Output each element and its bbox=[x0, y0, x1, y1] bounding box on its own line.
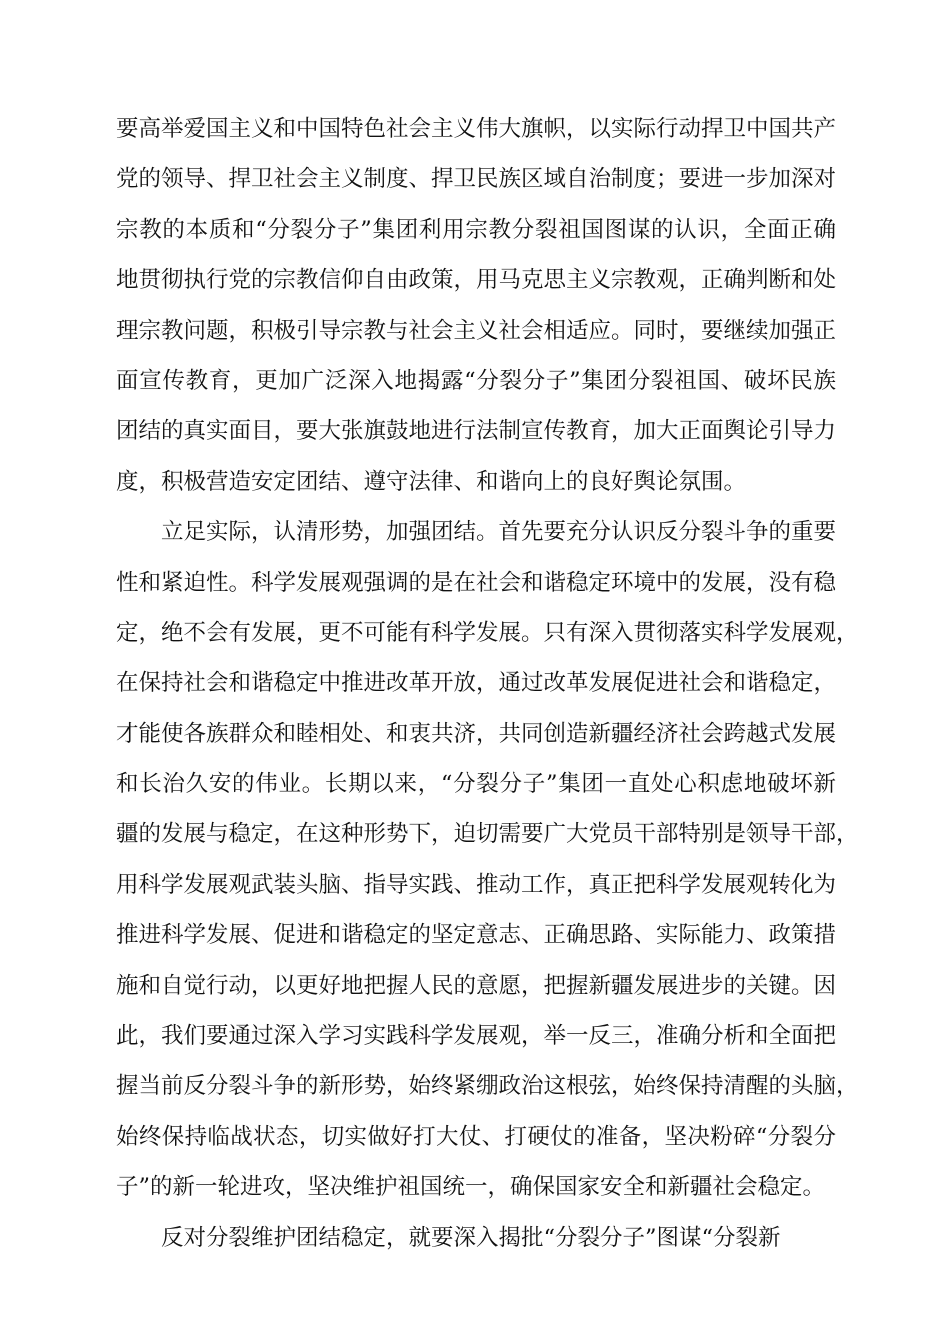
text-line: 要高举爱国主义和中国特色社会主义伟大旗帜，以实际行动捍卫中国共产 bbox=[116, 116, 837, 142]
text-line: 性和紧迫性。科学发展观强调的是在社会和谐稳定环境中的发展，没有稳 bbox=[116, 569, 837, 596]
body-text bbox=[116, 104, 859, 1263]
text-line: 反对分裂维护团结稳定，就要深入揭批“分裂分子”图谋“分裂新 bbox=[161, 1224, 781, 1251]
text-line: 疆的发展与稳定，在这种形势下，迫切需要广大党员干部特别是领导干部， bbox=[116, 821, 859, 848]
text-line: 在保持社会和谐稳定中推进改革开放，通过改革发展促进社会和谐稳定， bbox=[116, 670, 837, 697]
text-line: 握当前反分裂斗争的新形势，始终紧绷政治这根弦，始终保持清醒的头脑， bbox=[116, 1073, 859, 1100]
text-line: 地贯彻执行党的宗教信仰自由政策，用马克思主义宗教观，正确判断和处 bbox=[116, 267, 837, 294]
text-line: 宗教的本质和“分裂分子”集团利用宗教分裂祖国图谋的认识，全面正确 bbox=[116, 216, 836, 243]
text-line: 用科学发展观武装头脑、指导实践、推动工作，真正把科学发展观转化为 bbox=[116, 871, 837, 898]
text-line: 此，我们要通过深入学习实践科学发展观，举一反三，准确分析和全面把 bbox=[116, 1023, 837, 1050]
text-line: 度，积极营造安定团结、遵守法律、和谐向上的良好舆论氛围。 bbox=[116, 468, 747, 495]
text-line: 子”的新一轮进攻，坚决维护祖国统一，确保国家安全和新疆社会稳定。 bbox=[116, 1174, 826, 1201]
text-line: 始终保持临战状态，切实做好打大仗、打硬仗的准备，坚决粉碎“分裂分 bbox=[116, 1123, 836, 1150]
text-line: 施和自觉行动，以更好地把握人民的意愿，把握新疆发展进步的关键。因 bbox=[116, 972, 837, 999]
text-line: 理宗教问题，积极引导宗教与社会主义社会相适应。同时，要继续加强正 bbox=[116, 317, 837, 344]
text-line: 才能使各族群众和睦相处、和衷共济，共同创造新疆经济社会跨越式发展 bbox=[116, 720, 837, 747]
text-line: 推进科学发展、促进和谐稳定的坚定意志、正确思路、实际能力、政策措 bbox=[116, 922, 837, 949]
text-line: 和长治久安的伟业。长期以来，“分裂分子”集团一直处心积虑地破坏新 bbox=[116, 771, 836, 798]
text-line: 定，绝不会有发展，更不可能有科学发展。只有深入贯彻落实科学发展观， bbox=[116, 619, 859, 646]
text-line: 立足实际，认清形势，加强团结。首先要充分认识反分裂斗争的重要 bbox=[161, 519, 837, 546]
text-line: 面宣传教育，更加广泛深入地揭露“分裂分子”集团分裂祖国、破坏民族 bbox=[116, 367, 836, 394]
text-line: 团结的真实面目，要大张旗鼓地进行法制宣传教育，加大正面舆论引导力 bbox=[116, 418, 837, 445]
text-line: 党的领导、捍卫社会主义制度、捍卫民族区域自治制度；要进一步加深对 bbox=[116, 166, 837, 193]
